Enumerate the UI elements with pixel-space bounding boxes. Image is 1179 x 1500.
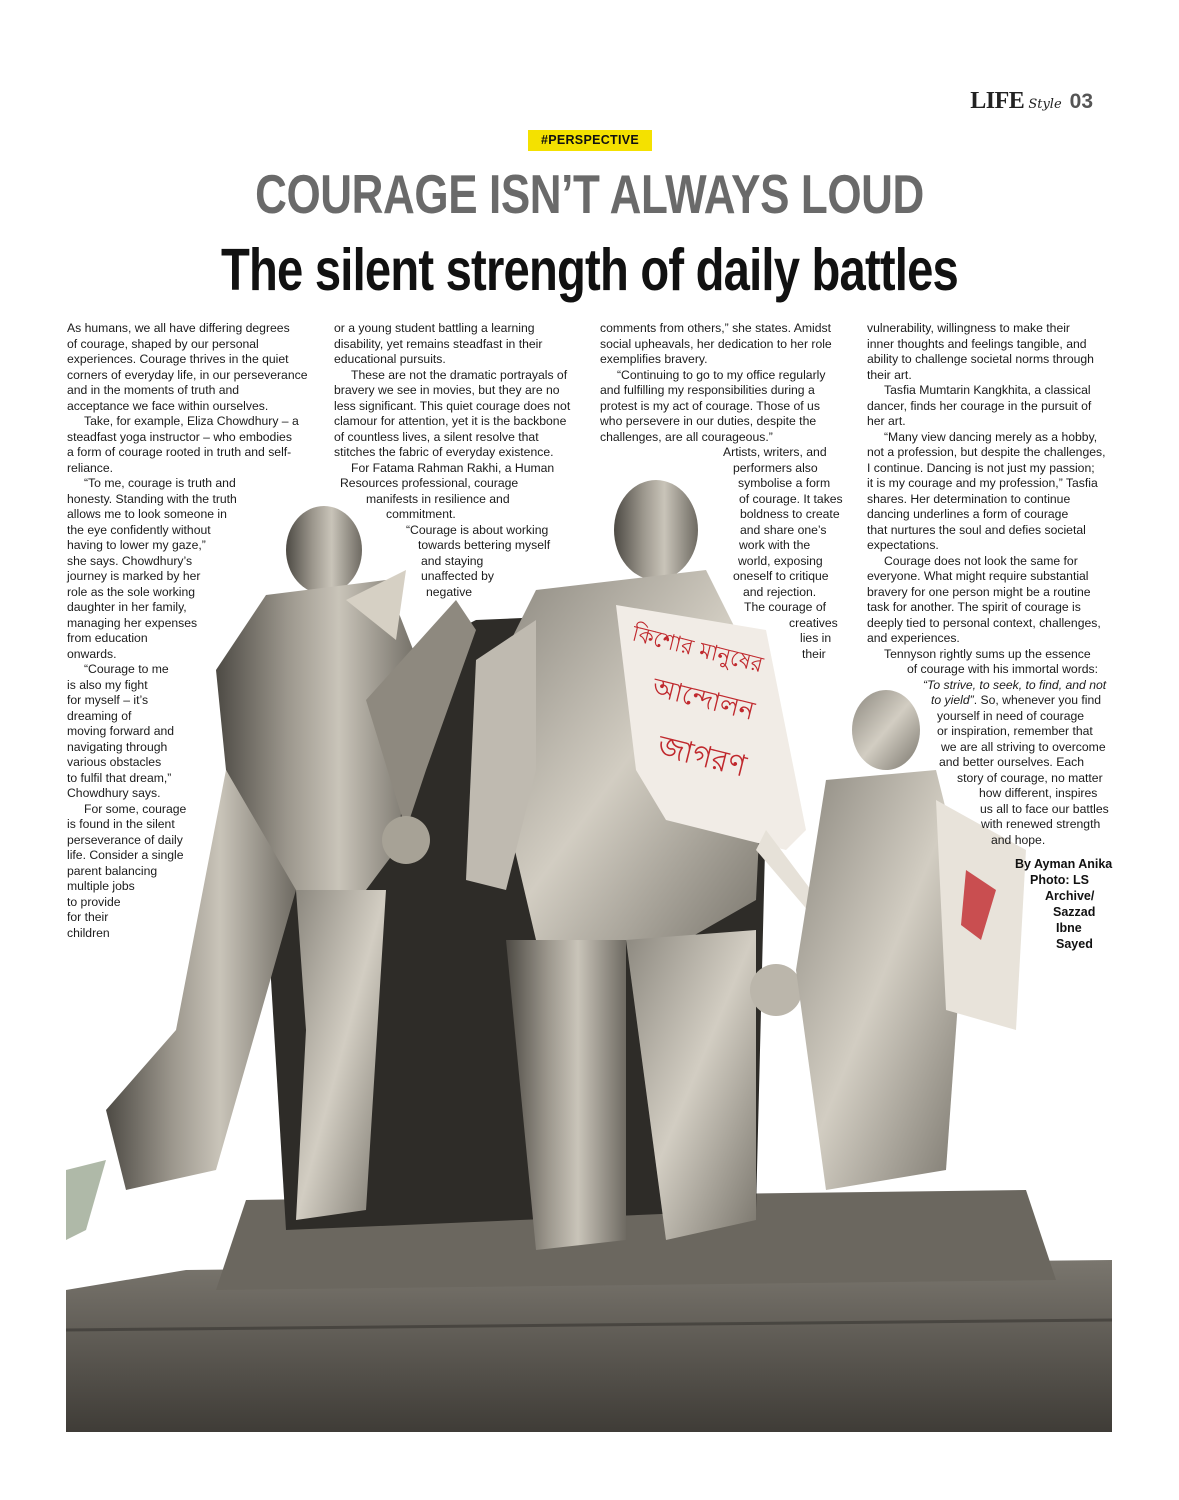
text-line: and better ourselves. Each — [939, 755, 1084, 769]
text-line: world, exposing — [738, 553, 823, 568]
text-line: “Courage to me — [84, 662, 169, 676]
text-line: and experiences. — [867, 631, 960, 645]
text-line: navigating through — [67, 739, 168, 754]
text-line: steadfast yoga instructor – who embodies — [67, 429, 292, 444]
text-line: with renewed strength — [981, 817, 1101, 831]
text-line: reliance. — [67, 460, 114, 475]
text-line: vulnerability, willingness to make their — [867, 321, 1070, 335]
text-line: towards bettering myself — [418, 538, 551, 552]
text-line: or inspiration, remember that — [937, 724, 1093, 738]
text-line: journey is marked by her — [67, 569, 201, 583]
text-line: dreaming of — [67, 708, 132, 723]
text-line: of courage. It takes — [739, 491, 843, 506]
text-line: that nurtures the soul and defies societal — [867, 522, 1086, 537]
text-line: who persevere in our duties, despite the — [600, 414, 817, 428]
text-line: “To me, courage is truth and — [84, 476, 236, 490]
poster-line-2: আন্দোলন — [649, 672, 758, 727]
masthead-style: Style — [1028, 97, 1062, 112]
text-line: of courage with his immortal words: — [907, 662, 1099, 676]
text-line: shares. Her determination to continue — [867, 491, 1071, 506]
text-line: the eye confidently without — [67, 522, 211, 537]
text-line: to fulfil that dream,” — [67, 770, 172, 785]
text-line: boldness to create — [740, 507, 840, 521]
quote-line: “To strive, to seek, to find, and not — [923, 677, 1107, 692]
text-line: “Many view dancing merely as a hobby, — [884, 429, 1098, 444]
text-line: it is my courage and my profession,” Tasfia — [867, 476, 1098, 490]
text-line: honesty. Standing with the truth — [67, 491, 237, 506]
text-line: she says. Chowdhury’s — [67, 553, 193, 568]
text-line: is found in the silent — [67, 817, 175, 831]
text-line: of courage, shaped by our personal — [67, 336, 259, 351]
text-line: unaffected by — [421, 569, 494, 583]
text-line: and rejection. — [743, 584, 817, 599]
text-line: various obstacles — [67, 755, 162, 769]
text-line: for their — [67, 910, 109, 924]
text-line: performers also — [733, 460, 818, 475]
text-line: protest is my act of courage. Those of us — [600, 398, 820, 413]
masthead — [970, 88, 1093, 115]
text-line: task for another. The spirit of courage is — [867, 600, 1081, 614]
text-line: multiple jobs — [67, 879, 135, 893]
text-line: we are all striving to overcome — [941, 739, 1106, 754]
text-line: life. Consider a single — [67, 848, 184, 862]
text-line: of countless lives, a silent resolve that — [334, 429, 539, 444]
text-line: Resources professional, courage — [340, 476, 519, 490]
byline-photo: Sazzad — [1053, 905, 1096, 919]
text-line: to provide — [67, 894, 121, 909]
text-line: not a profession, but despite the challenges, — [867, 445, 1106, 459]
column-1 — [67, 321, 329, 941]
section-tag: #PERSPECTIVE — [528, 130, 652, 151]
text-line: dancing underlines a form of courage — [867, 507, 1069, 521]
subheadline: The silent strength of daily battles — [220, 237, 958, 303]
text-line: manifests in resilience and — [366, 491, 510, 506]
text-line: inner thoughts and feelings tangible, and — [867, 336, 1087, 351]
text-line: Artists, writers, and — [723, 445, 827, 459]
text-line: less significant. This quiet courage does not — [334, 398, 571, 413]
text-line: negative — [426, 584, 473, 599]
text-line: onwards. — [67, 646, 117, 661]
text-line: comments from others,” she states. Amidst — [600, 321, 831, 335]
text-line: having to lower my gaze,” — [67, 538, 206, 552]
text-line: For Fatama Rahman Rakhi, a Human — [351, 460, 555, 475]
text-line: managing her expenses — [67, 615, 198, 630]
text-line: commitment. — [386, 507, 456, 521]
text-line: from education — [67, 631, 148, 645]
text-line: and fulfilling my responsibilities during a — [600, 383, 815, 397]
text-line: These are not the dramatic portrayals of — [351, 367, 568, 382]
text-line: how different, inspires — [979, 786, 1098, 800]
text-line: bravery for one person might be a routine — [867, 584, 1091, 599]
text-line: story of courage, no matter — [957, 770, 1103, 785]
text-line: clamour for attention, yet it is the backbone — [334, 414, 567, 428]
byline-author: By Ayman Anika — [1015, 857, 1113, 871]
text-line: daughter in her family, — [67, 600, 187, 614]
text-line: experiences. Courage thrives in the quiet — [67, 352, 289, 366]
text-line: stitches the fabric of everyday existence. — [334, 445, 554, 459]
text-line: . So, whenever you find — [973, 693, 1102, 707]
text-line: us all to face our battles — [980, 801, 1109, 816]
text-line: symbolise a form — [738, 476, 831, 490]
text-line — [867, 693, 1129, 709]
text-line: lies in — [800, 631, 832, 645]
text-line: their — [802, 646, 826, 661]
text-line: corners of everyday life, in our perseverance — [67, 367, 308, 382]
quote-line: to yield” — [931, 693, 974, 707]
text-line: Tennyson rightly sums up the essence — [884, 646, 1091, 661]
text-line: everyone. What might require substantial — [867, 569, 1089, 583]
page-number: 03 — [1069, 90, 1093, 113]
text-line: expectations. — [867, 538, 939, 552]
byline-photo: Ibne — [1056, 921, 1082, 935]
text-line: creatives — [789, 615, 838, 630]
text-line: and hope. — [991, 832, 1046, 847]
text-line: children — [67, 925, 110, 940]
column-4 — [867, 321, 1129, 848]
text-line: educational pursuits. — [334, 352, 446, 366]
text-line: and staying — [421, 553, 484, 568]
headline: COURAGE ISN’T ALWAYS LOUD — [255, 163, 924, 225]
poster-line-3: জাগরণ — [654, 728, 750, 785]
text-line: moving forward and — [67, 724, 175, 738]
byline-photo: Photo: LS — [1030, 873, 1090, 887]
text-line: allows me to look someone in — [67, 507, 227, 521]
text-line: “Courage is about working — [406, 522, 549, 537]
text-line: oneself to critique — [733, 569, 829, 583]
text-line: their art. — [867, 367, 912, 382]
text-line: Chowdhury says. — [67, 786, 161, 800]
text-line: a form of courage rooted in truth and self- — [67, 445, 292, 459]
text-line: “Continuing to go to my office regularly — [617, 367, 826, 382]
text-line: parent balancing — [67, 863, 158, 878]
text-line: and in the moments of truth and — [67, 383, 240, 397]
text-line: dancer, finds her courage in the pursuit of — [867, 398, 1092, 413]
text-line: Tasfia Mumtarin Kangkhita, a classical — [884, 383, 1091, 397]
text-line: challenges, are all courageous.” — [600, 429, 773, 444]
text-line: ability to challenge societal norms through — [867, 352, 1094, 366]
text-line: The courage of — [744, 600, 826, 614]
text-line: As humans, we all have differing degrees — [67, 321, 290, 335]
text-line: and share one’s — [740, 522, 827, 537]
column-3 — [600, 321, 862, 662]
text-line: role as the sole working — [67, 584, 196, 599]
text-line: deeply tied to personal context, challenges, — [867, 615, 1101, 630]
text-line: acceptance we face within ourselves. — [67, 398, 269, 413]
text-line: her art. — [867, 414, 906, 428]
text-line: disability, yet remains steadfast in their — [334, 336, 543, 351]
text-line: yourself in need of courage — [937, 708, 1085, 723]
text-line: is also my fight — [67, 677, 148, 692]
text-line: For some, courage — [84, 801, 187, 816]
byline-photo: Sayed — [1056, 937, 1093, 951]
text-line: or a young student battling a learning — [334, 321, 535, 335]
text-line: Courage does not look the same for — [884, 553, 1078, 568]
text-line: exemplifies bravery. — [600, 352, 708, 366]
byline-photo: Archive/ — [1045, 889, 1095, 903]
column-2 — [334, 321, 596, 600]
text-line: social upheavals, her dedication to her role — [600, 336, 832, 351]
text-line: work with the — [739, 538, 811, 552]
text-line: I continue. Dancing is not just my passion; — [867, 460, 1095, 475]
text-line: for myself – it’s — [67, 693, 149, 707]
text-line: Take, for example, Eliza Chowdhury – a — [84, 414, 299, 428]
text-line: perseverance of daily — [67, 832, 183, 847]
masthead-logo: LIFE — [970, 88, 1025, 114]
text-line: bravery we see in movies, but they are no — [334, 383, 560, 397]
poster-line-1: কিশোর মানুষের — [629, 621, 766, 679]
